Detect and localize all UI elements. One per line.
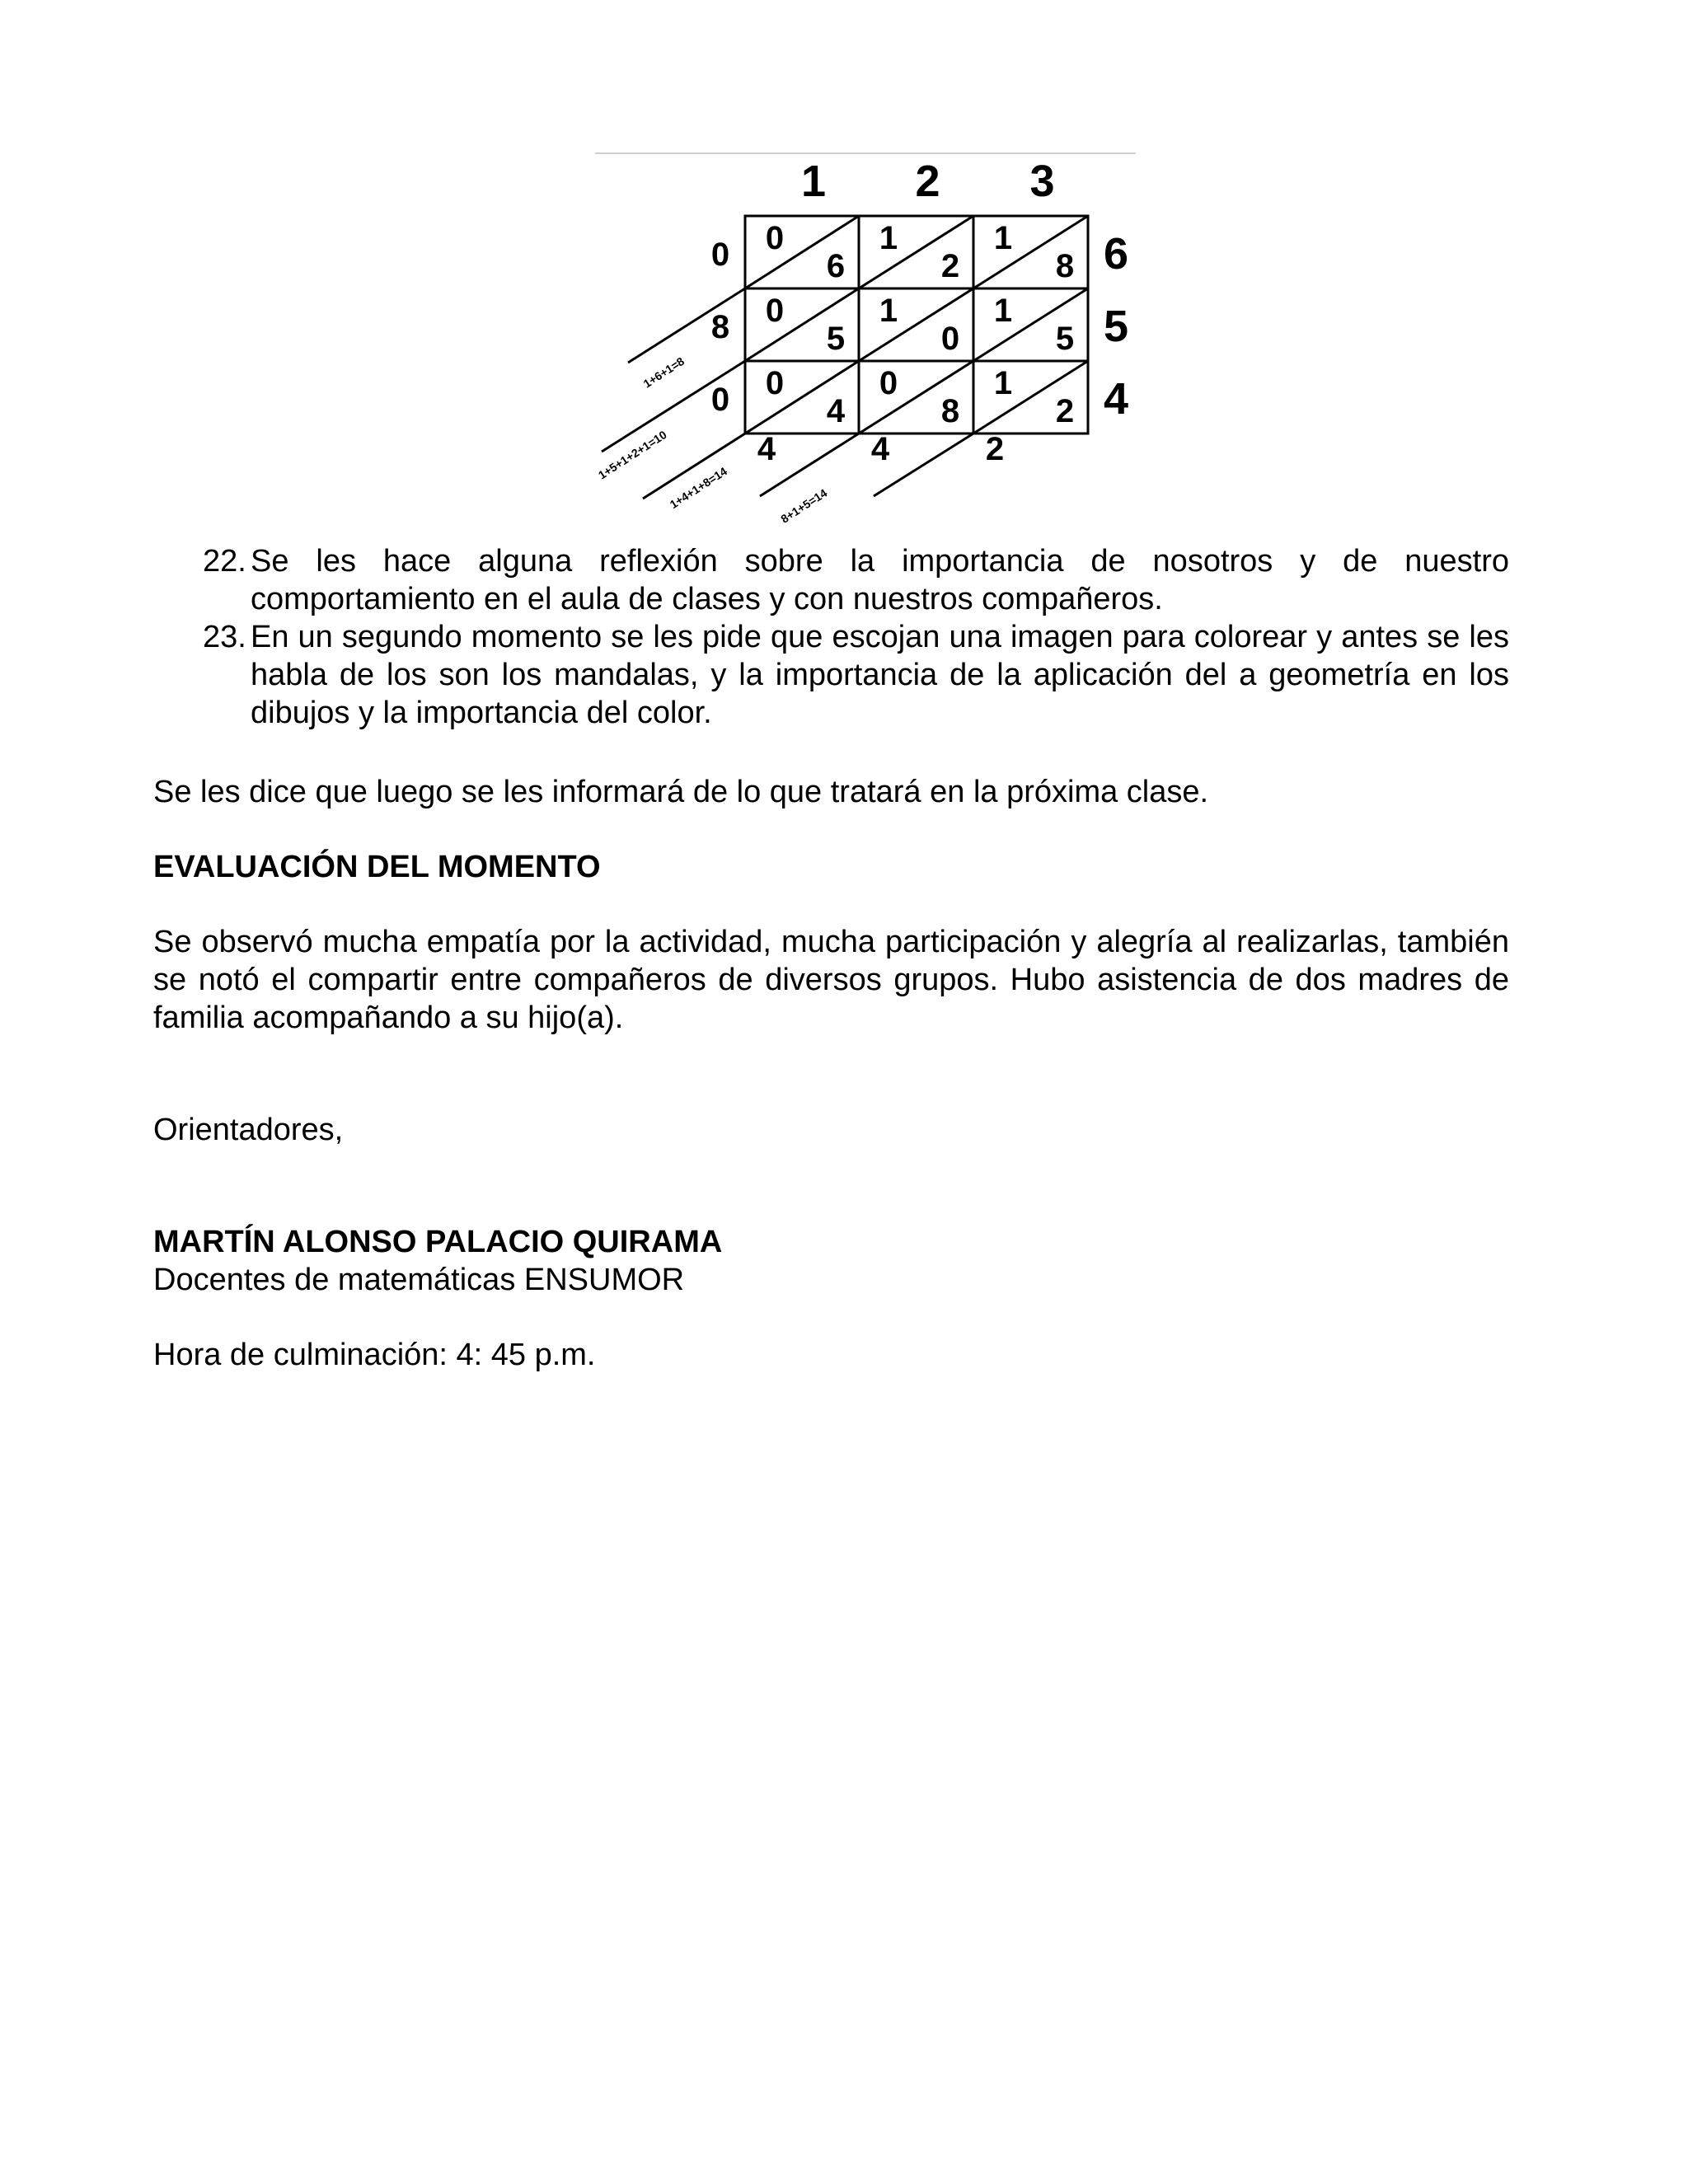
list-item xyxy=(153,542,1509,618)
cell-tens-digit: 1 xyxy=(993,220,1013,256)
bottom-digit: 4 xyxy=(870,431,890,467)
right-digit: 5 xyxy=(1103,302,1129,351)
diagonal-sum-label: 1+5+1+2+1=10 xyxy=(595,428,669,482)
evaluation-heading: EVALUACIÓN DEL MOMENTO xyxy=(153,850,601,884)
cell-tens-digit: 0 xyxy=(765,365,785,401)
cell-units-digit: 5 xyxy=(826,321,846,357)
evaluation-text: Se observó mucha empatía por la actividad, mucha participación y alegría al realizarlas, también se notó el compartir entre compañeros de diversos grupos. Hubo asistencia de dos madres de familia acompañando a su hijo(a). xyxy=(153,925,1509,1035)
diagonal-sum-label: 1+4+1+8=14 xyxy=(667,464,729,512)
bottom-digit: 4 xyxy=(757,431,776,467)
left-digit: 0 xyxy=(710,237,730,273)
numbered-list xyxy=(153,542,1509,732)
cell-units-digit: 0 xyxy=(940,321,960,357)
right-digit: 6 xyxy=(1103,229,1129,279)
cell-tens-digit: 0 xyxy=(879,365,898,401)
list-item-text: En un segundo momento se les pide que escojan una imagen para colorear y antes se les habla de los son los mandalas, y la importancia de la aplicación del a geometría en los dibujos y la importancia del color. xyxy=(251,620,1509,730)
cell-units-digit: 4 xyxy=(826,393,846,429)
diagonal-sum-label: 8+1+5=14 xyxy=(778,485,830,526)
cell-tens-digit: 0 xyxy=(765,220,785,256)
bottom-digit: 2 xyxy=(985,431,1005,467)
signature-salutation: Orientadores, xyxy=(153,1113,344,1147)
right-digit: 4 xyxy=(1103,374,1129,424)
list-item-number: 22. xyxy=(203,544,246,579)
cell-units-digit: 2 xyxy=(1055,393,1075,429)
left-digit: 0 xyxy=(710,382,730,418)
list-item-text: Se les hace alguna reflexión sobre la importancia de nosotros y de nuestro comportamiento en el aula de clases y con nuestros compañeros. xyxy=(251,544,1509,616)
cell-units-digit: 8 xyxy=(940,393,960,429)
signature-name: MARTÍN ALONSO PALACIO QUIRAMA xyxy=(153,1225,723,1259)
lattice-diagram xyxy=(0,0,1688,560)
cell-units-digit: 8 xyxy=(1055,248,1075,284)
top-digit: 3 xyxy=(1029,157,1055,206)
end-time: Hora de culminación: 4: 45 p.m. xyxy=(153,1338,596,1372)
closing-line: Se les dice que luego se les informará de lo que tratará en la próxima clase. xyxy=(153,775,1209,809)
cell-tens-digit: 1 xyxy=(993,365,1013,401)
left-digit: 8 xyxy=(710,309,730,345)
diagonal-sum-label: 1+6+1=8 xyxy=(640,354,687,391)
cell-tens-digit: 1 xyxy=(879,293,898,329)
cell-units-digit: 6 xyxy=(826,248,846,284)
lattice-multiplication-figure xyxy=(0,0,1688,560)
top-digit: 1 xyxy=(800,157,827,206)
cell-tens-digit: 1 xyxy=(879,220,898,256)
cell-tens-digit: 0 xyxy=(765,293,785,329)
cell-units-digit: 2 xyxy=(940,248,960,284)
signature-role: Docentes de matemáticas ENSUMOR xyxy=(153,1263,685,1297)
list-item-number: 23. xyxy=(203,620,246,654)
list-item xyxy=(153,618,1509,732)
top-digit: 2 xyxy=(915,157,940,206)
lattice-digits xyxy=(596,157,1128,526)
cell-units-digit: 5 xyxy=(1055,321,1075,357)
cell-tens-digit: 1 xyxy=(993,293,1013,329)
